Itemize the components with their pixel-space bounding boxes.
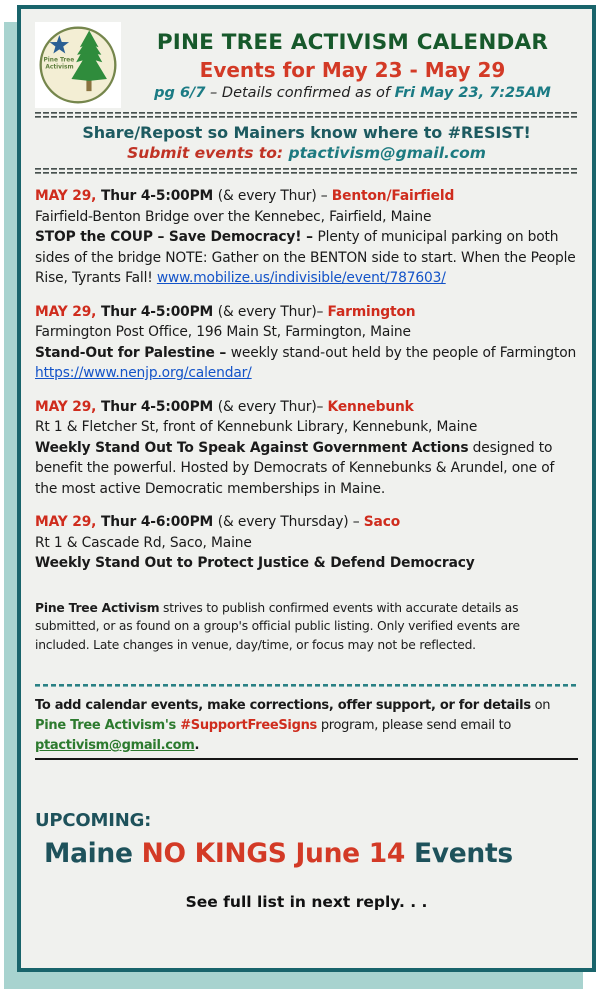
event-title: Weekly Stand Out To Speak Against Government Actions — [35, 439, 469, 456]
page-title: PINE TREE ACTIVISM CALENDAR — [156, 29, 549, 55]
flyer-header — [35, 22, 578, 108]
event-location: Saco — [363, 514, 401, 530]
event-header — [35, 186, 578, 207]
event-description: designed to benefit the powerful. Hosted by Democrats of Kennebunks & Arundel, one of the most active Democratic memberships in Maine. — [35, 439, 555, 497]
headline-highlight: NO KINGS June 14 — [141, 838, 406, 869]
event-link[interactable]: https://www.nenjp.org/calendar/ — [35, 365, 252, 381]
contact-email-link[interactable]: ptactivism@gmail.com — [35, 738, 195, 753]
flyer-panel — [17, 5, 596, 972]
upcoming-label: UPCOMING: — [35, 810, 152, 831]
disclaimer-lead: Pine Tree Activism — [35, 600, 160, 615]
event-title: Stand-Out for Palestine – — [35, 344, 231, 361]
confirmed-date: Fri May 23, 7:25AM — [394, 84, 551, 101]
submit-email-link[interactable]: ptactivism@gmail.com — [288, 144, 486, 162]
event-date: MAY 29, — [35, 303, 101, 320]
headline-part2: Events — [405, 838, 513, 869]
contact-mid: on — [530, 698, 551, 713]
event-venue: Rt 1 & Fletcher St, front of Kennebunk Library, Kennebunk, Maine — [35, 419, 478, 435]
event-time: Thur 4-5:00PM — [100, 398, 218, 415]
event-location: Farmington — [327, 303, 416, 320]
event-date: MAY 29, — [35, 398, 101, 415]
event-location: Benton/Fairfield — [331, 188, 455, 204]
submit-label: Submit events to: — [127, 144, 289, 162]
disclaimer-paragraph — [35, 599, 578, 655]
event-venue: Farmington Post Office, 196 Main St, Farmington, Maine — [35, 324, 411, 340]
upcoming-headline — [44, 838, 578, 869]
page-meta — [127, 85, 578, 101]
event-benton-fairfield — [35, 186, 578, 289]
contact-org: Pine Tree Activism's — [35, 718, 176, 733]
submit-events-line — [35, 144, 578, 162]
pine-tree-activism-logo — [35, 22, 121, 108]
event-title: Weekly Stand Out to Protect Justice & Defend Democracy — [35, 555, 475, 571]
headline-part1: Maine — [44, 838, 142, 869]
contact-paragraph — [35, 696, 578, 760]
page-number: pg 6/7 — [154, 84, 206, 101]
double-line-separator — [35, 168, 578, 174]
event-description: weekly stand-out held by the people of Farmington — [230, 344, 577, 361]
event-location: Kennebunk — [327, 398, 414, 415]
contact-hashtag: #SupportFreeSigns — [175, 718, 317, 733]
event-recurrence: (& every Thur)– — [217, 303, 328, 320]
teal-dashed-separator — [35, 684, 578, 687]
event-saco — [35, 512, 578, 574]
event-header — [35, 302, 578, 323]
event-farmington — [35, 302, 578, 384]
page-subtitle: Events for May 23 - May 29 — [199, 57, 506, 82]
event-time: Thur 4-5:00PM — [100, 303, 218, 320]
event-title: STOP the COUP – Save Democracy! – — [35, 229, 318, 245]
contact-mid2: program, please send email to — [316, 718, 512, 733]
header-text-block — [121, 30, 578, 101]
event-body — [35, 438, 578, 500]
event-kennebunk — [35, 397, 578, 500]
event-header — [35, 512, 578, 533]
event-description: Plenty of municipal parking on both sides of the bridge NOTE: Gather on the BENTON side to start. When the People Rise, Tyrants Fall! — [35, 229, 576, 286]
logo-text-line2: Activism — [45, 64, 74, 71]
upcoming-section — [35, 810, 578, 911]
logo-graphic — [36, 23, 120, 107]
event-list — [35, 186, 578, 574]
event-date: MAY 29, — [35, 188, 101, 204]
upcoming-note: See full list in next reply. . . — [185, 893, 428, 911]
event-link[interactable]: www.mobilize.us/indivisible/event/787603/ — [156, 270, 446, 286]
event-time: Thur 4-6:00PM — [100, 514, 218, 530]
logo-text-line1: Pine Tree — [43, 57, 75, 64]
contact-period: . — [194, 738, 200, 753]
confirmed-label: Details confirmed as of — [221, 84, 395, 101]
event-recurrence: (& every Thursday) – — [217, 514, 364, 530]
event-recurrence: (& every Thur) – — [217, 188, 332, 204]
event-venue: Fairfield-Benton Bridge over the Kennebec, Fairfield, Maine — [35, 208, 432, 225]
event-body — [35, 553, 578, 574]
disclaimer-body: strives to publish confirmed events with accurate details as submitted, or as found on a group's official public listing. Only verified events are included. Late changes in venue, day/time, or focus may not be reflected. — [35, 600, 520, 652]
event-venue: Rt 1 & Cascade Rd, Saco, Maine — [35, 534, 252, 551]
event-body — [35, 227, 578, 289]
double-line-separator — [35, 112, 578, 118]
meta-dash: – — [205, 84, 222, 101]
contact-lead: To add calendar events, make corrections, offer support, or for details — [35, 698, 531, 713]
event-header — [35, 397, 578, 418]
event-time: Thur 4-5:00PM — [100, 188, 218, 204]
share-repost-line: Share/Repost so Mainers know where to #RESIST! — [82, 123, 531, 142]
event-recurrence: (& every Thur)– — [217, 398, 328, 415]
event-date: MAY 29, — [35, 514, 101, 530]
event-body — [35, 343, 578, 384]
